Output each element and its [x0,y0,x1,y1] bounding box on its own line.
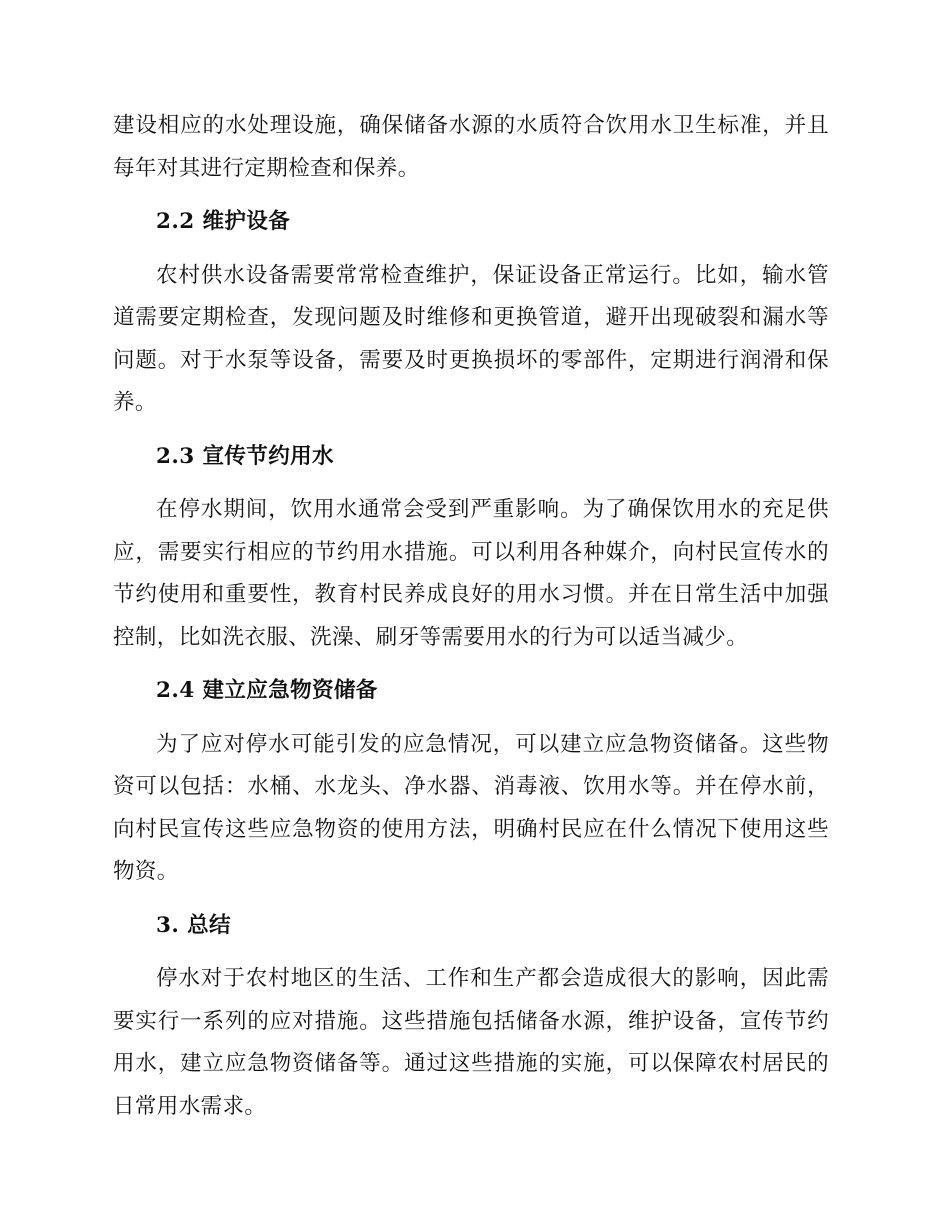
paragraph-maintain-equipment: 农村供水设备需要常常检查维护，保证设备正常运行。比如，输水管道需要定期检查，发现问题及时维修和更换管道，避开出现破裂和漏水等问题。对于水泵等设备，需要及时更换损坏的零部件，定期进行润滑和保养。 [113,262,829,415]
paragraph-promote-water-saving: 在停水期间，饮用水通常会受到严重影响。为了确保饮用水的充足供应，需要实行相应的节约用水措施。可以利用各种媒介，向村民宣传水的节约使用和重要性，教育村民养成良好的用水习惯。并在日常生活中加强控制，比如洗衣服、洗澡、刷牙等需要用水的行为可以适当减少。 [113,497,829,650]
heading-summary: 3. 总结 [156,912,231,938]
paragraph-emergency-supplies: 为了应对停水可能引发的应急情况，可以建立应急物资储备。这些物资可以包括：水桶、水龙头、净水器、消毒液、饮用水等。并在停水前，向村民宣传这些应急物资的使用方法，明确村民应在什么情况下使用这些物资。 [113,731,829,884]
paragraph-summary: 停水对于农村地区的生活、工作和生产都会造成很大的影响，因此需要实行一系列的应对措施。这些措施包括储备水源，维护设备，宣传节约用水，建立应急物资储备等。通过这些措施的实施，可以保障农村居民的日常用水需求。 [113,966,829,1119]
heading-maintain-equipment: 2.2 维护设备 [156,209,291,234]
paragraph-water-treatment: 建设相应的水处理设施，确保储备水源的水质符合饮用水卫生标准，并且每年对其进行定期检查和保养。 [113,113,829,181]
heading-promote-water-saving: 2.3 宣传节约用水 [156,443,334,469]
heading-emergency-supplies: 2.4 建立应急物资储备 [156,678,378,703]
document-page [113,105,829,1139]
